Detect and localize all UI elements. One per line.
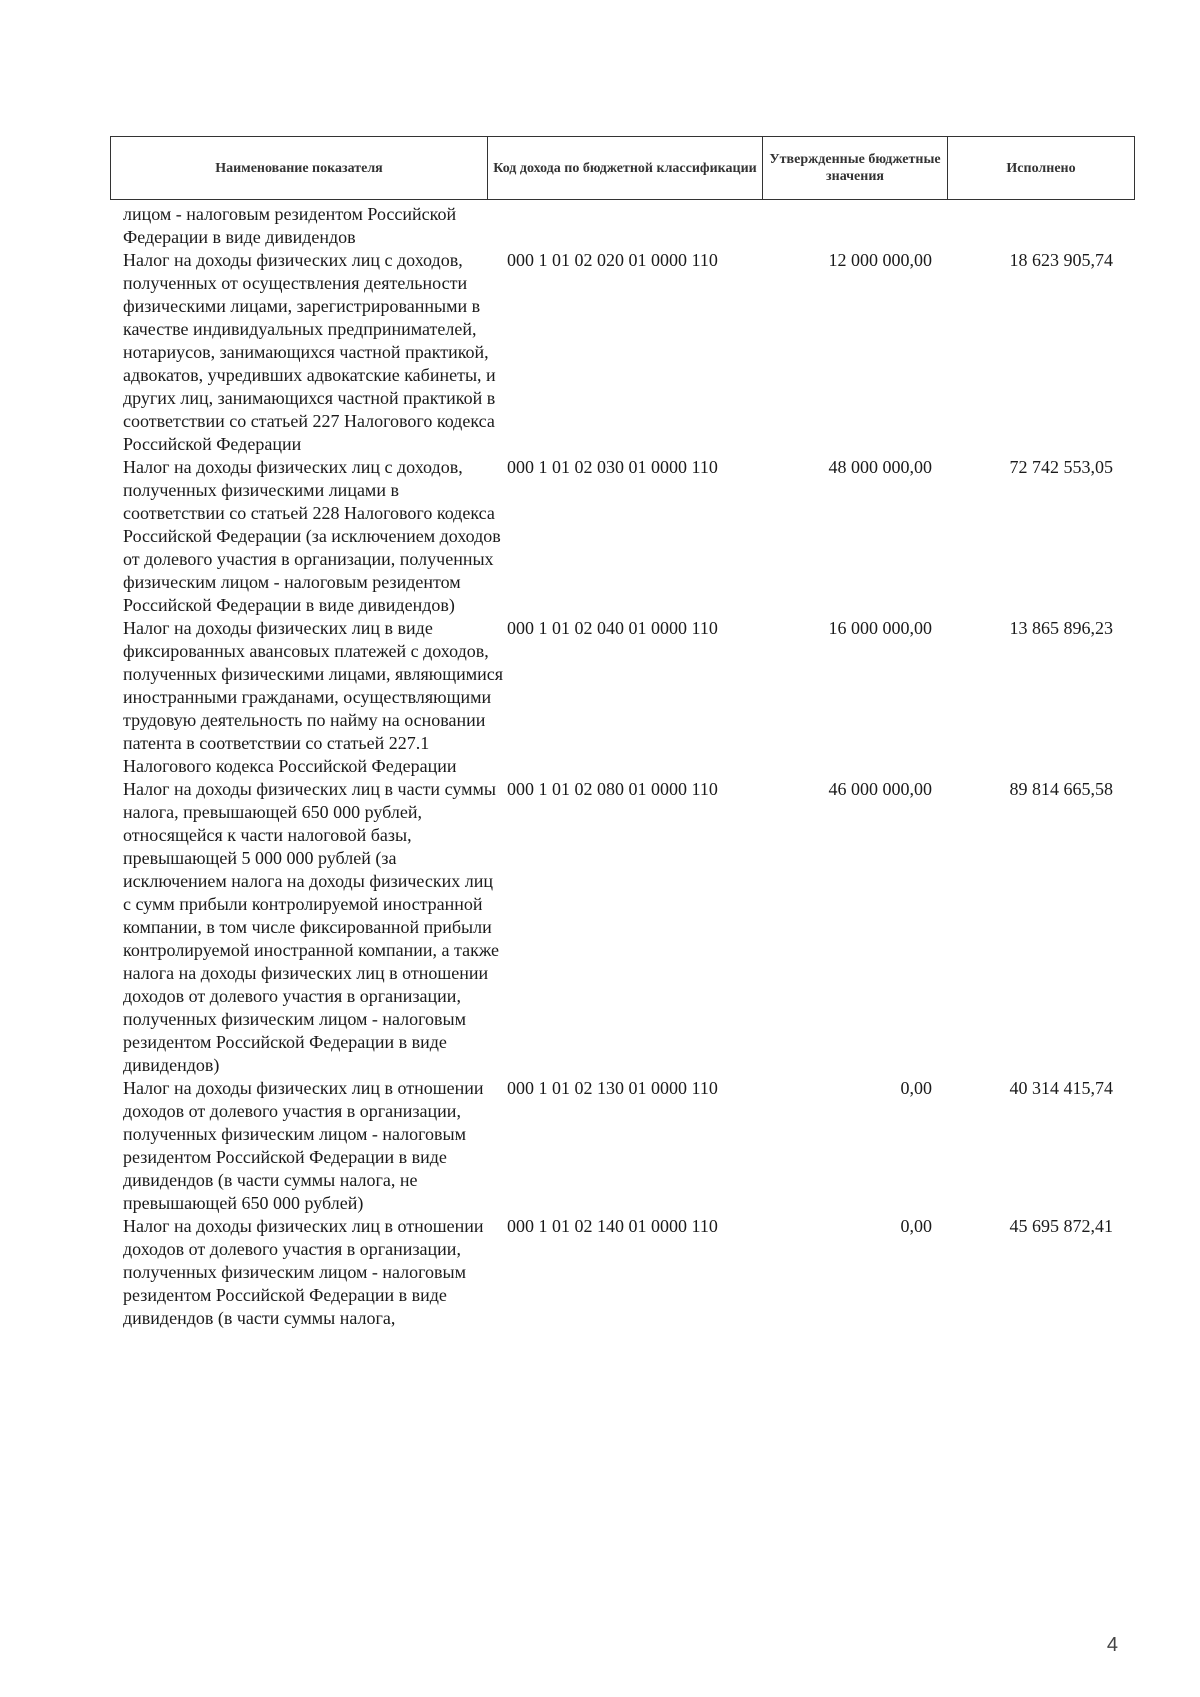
row-approved: 48 000 000,00 [828,457,932,477]
table-row [123,203,1133,249]
table-header [110,136,1135,200]
row-approved [747,203,932,249]
row-name: Налог на доходы физических лиц в виде фиксированных авансовых платежей с доходов, полученных физическими лицами, являющимися иностранными гражданами, осуществляющими трудовую деятельность по найму на основании патента в соответствии со статьей 227.1 Налогового кодекса Российской Федерации [123,618,503,776]
row-name: лицом - налоговым резидентом Российской Федерации в виде дивидендов [123,204,457,247]
table-row [123,1215,1133,1330]
row-executed: 72 742 553,05 [1009,457,1113,477]
table-row [123,778,1133,1077]
row-name: Налог на доходы физических лиц в отношении доходов от долевого участия в организации, полученных физическим лицом - налоговым резидентом Российской Федерации в виде дивидендов (в части суммы налога, [123,1216,484,1328]
row-code: 000 1 01 02 080 01 0000 110 [507,779,718,799]
table-body [123,203,1133,1330]
row-name: Налог на доходы физических лиц в части суммы налога, превышающей 650 000 рублей, относящейся к части налоговой базы, превышающей 5 000 000 рублей (за исключением налога на доходы физических лиц с сумм прибыли контролируемой иностранной компании, в том числе фиксированной прибыли контролируемой иностранной компании, а также налога на доходы физических лиц в отношении доходов от долевого участия в организации, полученных физическим лицом - налоговым резидентом Российской Федерации в виде дивидендов) [123,779,500,1075]
header-approved: Утвержденные бюджетные значения [763,137,948,199]
row-code [503,203,747,249]
row-executed: 13 865 896,23 [1009,618,1113,638]
row-name: Налог на доходы физических лиц в отношении доходов от долевого участия в организации, полученных физическим лицом - налоговым резидентом Российской Федерации в виде дивидендов (в части суммы налога, не превышающей 650 000 рублей) [123,1078,484,1213]
row-code: 000 1 01 02 130 01 0000 110 [507,1078,718,1098]
row-name: Налог на доходы физических лиц с доходов, полученных от осуществления деятельности физическими лицами, зарегистрированными в качестве индивидуальных предпринимателей, нотариусов, занимающихся частной практикой, адвокатов, учредивших адвокатские кабинеты, и других лиц, занимающихся частной практикой в соответствии со статьей 227 Налогового кодекса Российской Федерации [123,250,496,454]
row-executed [932,203,1113,249]
page-number: 4 [1106,1634,1118,1656]
row-code: 000 1 01 02 040 01 0000 110 [507,618,718,638]
row-name: Налог на доходы физических лиц с доходов, полученных физическими лицами в соответствии со статьей 228 Налогового кодекса Российской Федерации (за исключением доходов от долевого участия в организации, полученных физическим лицом - налоговым резидентом Российской Федерации в виде дивидендов) [123,457,501,615]
row-approved: 0,00 [900,1078,932,1098]
table-row [123,456,1133,617]
row-executed: 89 814 665,58 [1009,779,1113,799]
row-code: 000 1 01 02 020 01 0000 110 [507,250,718,270]
header-code: Код дохода по бюджетной классификации [488,137,763,199]
table-row [123,617,1133,778]
row-executed: 45 695 872,41 [1009,1216,1113,1236]
row-executed: 18 623 905,74 [1009,250,1113,270]
row-approved: 0,00 [900,1216,932,1236]
header-name: Наименование показателя [111,137,488,199]
row-approved: 16 000 000,00 [828,618,932,638]
row-approved: 46 000 000,00 [828,779,932,799]
table-row [123,249,1133,456]
row-code: 000 1 01 02 030 01 0000 110 [507,457,718,477]
row-approved: 12 000 000,00 [828,250,932,270]
row-executed: 40 314 415,74 [1009,1078,1113,1098]
row-code: 000 1 01 02 140 01 0000 110 [507,1216,718,1236]
table-row [123,1077,1133,1215]
header-executed: Исполнено [1006,160,1076,176]
